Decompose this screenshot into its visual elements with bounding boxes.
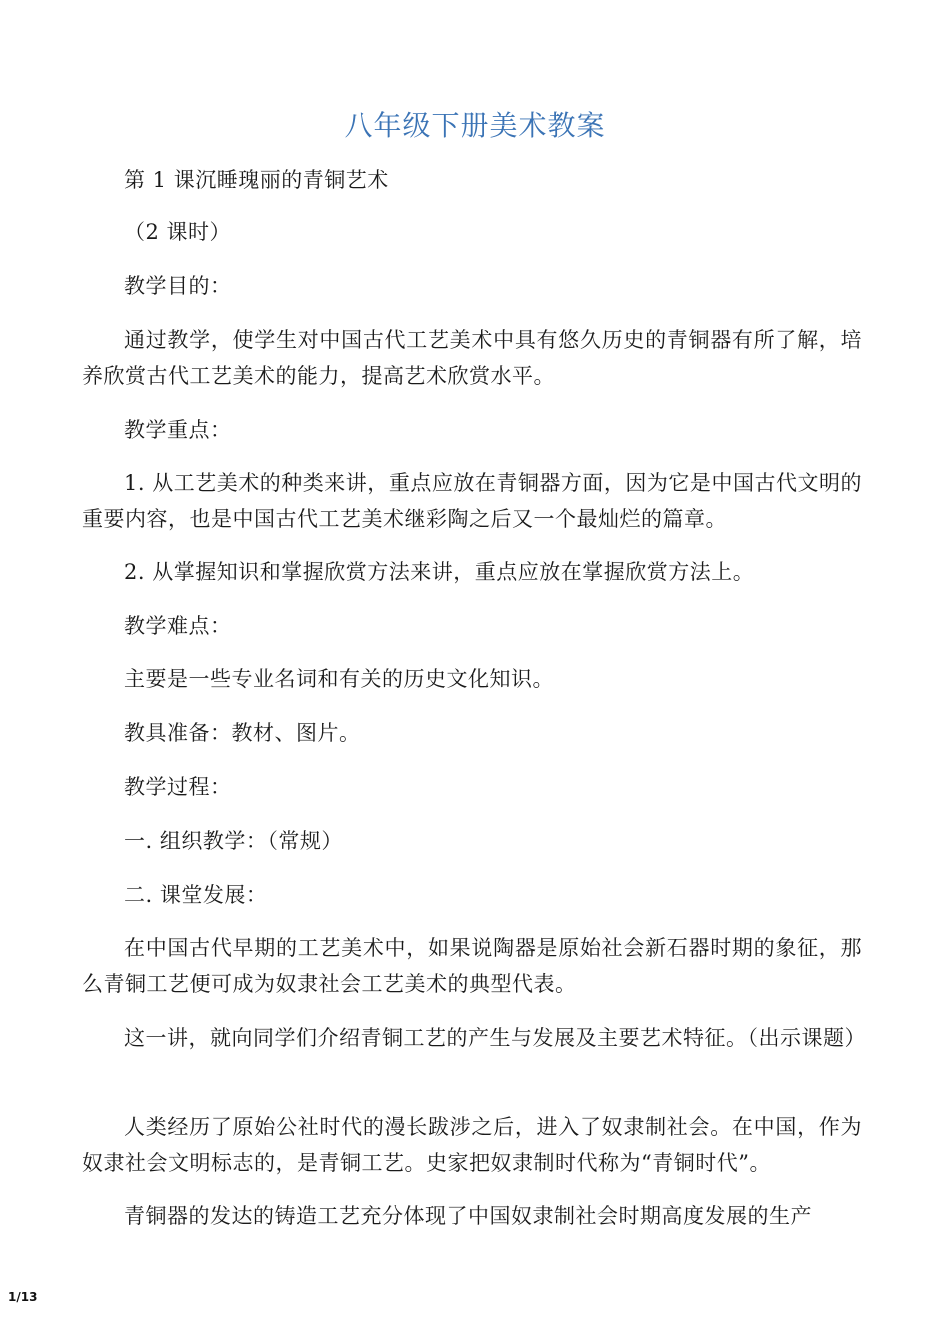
section-heading-objectives: 教学目的： (124, 274, 232, 298)
key-point-1: 1. 从工艺美术的种类来讲，重点应放在青铜器方面，因为它是中国古代文明的重要内容，也是中国古代工艺美术继彩陶之后又一个最灿烂的篇章。 (82, 471, 862, 531)
lesson-heading: 第 1 课沉睡瑰丽的青铜艺术 (124, 168, 389, 192)
body-paragraph: 人类经历了原始公社时代的漫长跋涉之后，进入了奴隶制社会。在中国，作为奴隶社会文明标志的，是青铜工艺。史家把奴隶制时代称为“青铜时代”。 (82, 1115, 862, 1175)
section-heading-process: 教学过程： (124, 775, 232, 799)
page-number: 1/13 (8, 1290, 38, 1304)
body-paragraph: 青铜器的发达的铸造工艺充分体现了中国奴隶制社会时期高度发展的生产 (124, 1204, 812, 1228)
body-paragraph: 这一讲，就向同学们介绍青铜工艺的产生与发展及主要艺术特征。（出示课题） (124, 1026, 866, 1050)
body-paragraph: 在中国古代早期的工艺美术中，如果说陶器是原始社会新石器时期的象征，那么青铜工艺便可成为奴隶社会工艺美术的典型代表。 (82, 936, 862, 996)
lesson-hours: （2 课时） (124, 220, 232, 244)
key-point-2: 2. 从掌握知识和掌握欣赏方法来讲，重点应放在掌握欣赏方法上。 (124, 560, 755, 584)
difficulties-text: 主要是一些专业名词和有关的历史文化知识。 (124, 667, 554, 691)
objectives-text: 通过教学，使学生对中国古代工艺美术中具有悠久历史的青铜器有所了解，培养欣赏古代工艺美术的能力，提高艺术欣赏水平。 (82, 328, 862, 388)
process-step-1: 一. 组织教学：（常规） (124, 829, 343, 853)
document-title: 八年级下册美术教案 (344, 109, 606, 142)
process-step-2: 二. 课堂发展： (124, 883, 268, 907)
section-heading-key-points: 教学重点： (124, 418, 232, 442)
section-heading-difficulties: 教学难点： (124, 614, 232, 638)
teaching-aids: 教具准备：教材、图片。 (124, 721, 361, 745)
